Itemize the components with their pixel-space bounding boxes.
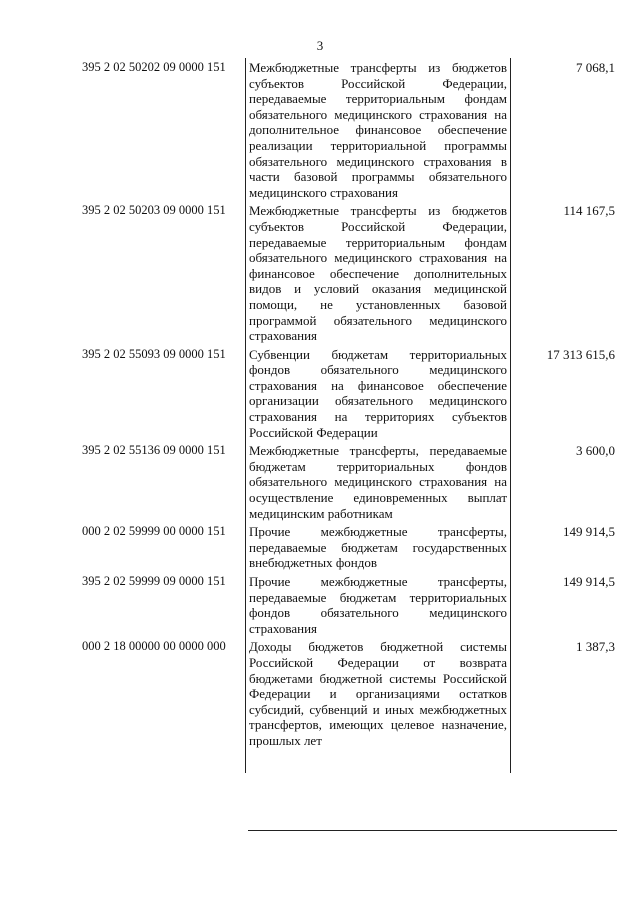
table-row bbox=[79, 201, 618, 344]
classification-code: 000 2 18 00000 00 0000 000 bbox=[79, 637, 246, 773]
table-row bbox=[79, 572, 618, 637]
revenue-description: Субвенции бюджетам территориальных фондов обязательного медицинского страхования на финансовое обеспечение организации обязательного медицинского страхования на территориях субъектов Российской Федерации bbox=[246, 345, 511, 442]
classification-code: 395 2 02 55093 09 0000 151 bbox=[79, 345, 246, 442]
classification-code: 395 2 02 50203 09 0000 151 bbox=[79, 201, 246, 344]
revenue-description: Межбюджетные трансферты, передаваемые бюджетам территориальных фондов обязательного медицинского страхования на осуществление единовременных выплат медицинским работникам bbox=[246, 441, 511, 522]
revenue-description: Межбюджетные трансферты из бюджетов субъектов Российской Федерации, передаваемые территориальным фондам обязательного медицинского страхования на дополнительное финансовое обеспечение реализации территориальной программы обязательного медицинского страхования в части базовой программы обязательного медицинского страхования bbox=[246, 58, 511, 201]
table-row bbox=[79, 345, 618, 442]
amount-value: 1 387,3 bbox=[576, 639, 615, 655]
budget-revenue-table bbox=[79, 58, 618, 773]
amount-value: 149 914,5 bbox=[563, 524, 615, 540]
table-row bbox=[79, 637, 618, 773]
table-row bbox=[79, 441, 618, 522]
classification-code: 395 2 02 59999 09 0000 151 bbox=[79, 572, 246, 637]
amount-value: 149 914,5 bbox=[563, 574, 615, 589]
classification-code: 395 2 02 55136 09 0000 151 bbox=[79, 441, 246, 522]
revenue-description: Прочие межбюджетные трансферты, передаваемые бюджетам государственных внебюджетных фондов bbox=[246, 522, 511, 572]
table-row bbox=[79, 522, 618, 572]
page-number: 3 bbox=[316, 38, 324, 53]
table-bottom-border bbox=[248, 830, 617, 831]
amount-value: 3 600,0 bbox=[576, 443, 615, 459]
revenue-description: Прочие межбюджетные трансферты, передаваемые бюджетам территориальных фондов обязательного медицинского страхования bbox=[246, 572, 511, 637]
amount-value: 114 167,5 bbox=[563, 203, 615, 219]
classification-code: 395 2 02 50202 09 0000 151 bbox=[79, 58, 246, 201]
revenue-description: Межбюджетные трансферты из бюджетов субъектов Российской Федерации, передаваемые территориальным фондам обязательного медицинского страхования на финансовое обеспечение дополнительных видов и условий оказания медицинской помощи, не установленных базовой программой обязательного медицинского страхования bbox=[246, 201, 511, 344]
amount-value: 17 313 615,6 bbox=[546, 346, 615, 362]
table-row bbox=[79, 58, 618, 201]
revenue-description: Доходы бюджетов бюджетной системы Российской Федерации от возврата бюджетами бюджетной системы Российской Федерации и организациями остатков субсидий, субвенций и иных межбюджетных трансфертов, имеющих целевое назначение, прошлых лет bbox=[246, 637, 511, 773]
amount-value: 7 068,1 bbox=[576, 60, 615, 75]
classification-code: 000 2 02 59999 00 0000 151 bbox=[79, 522, 246, 572]
